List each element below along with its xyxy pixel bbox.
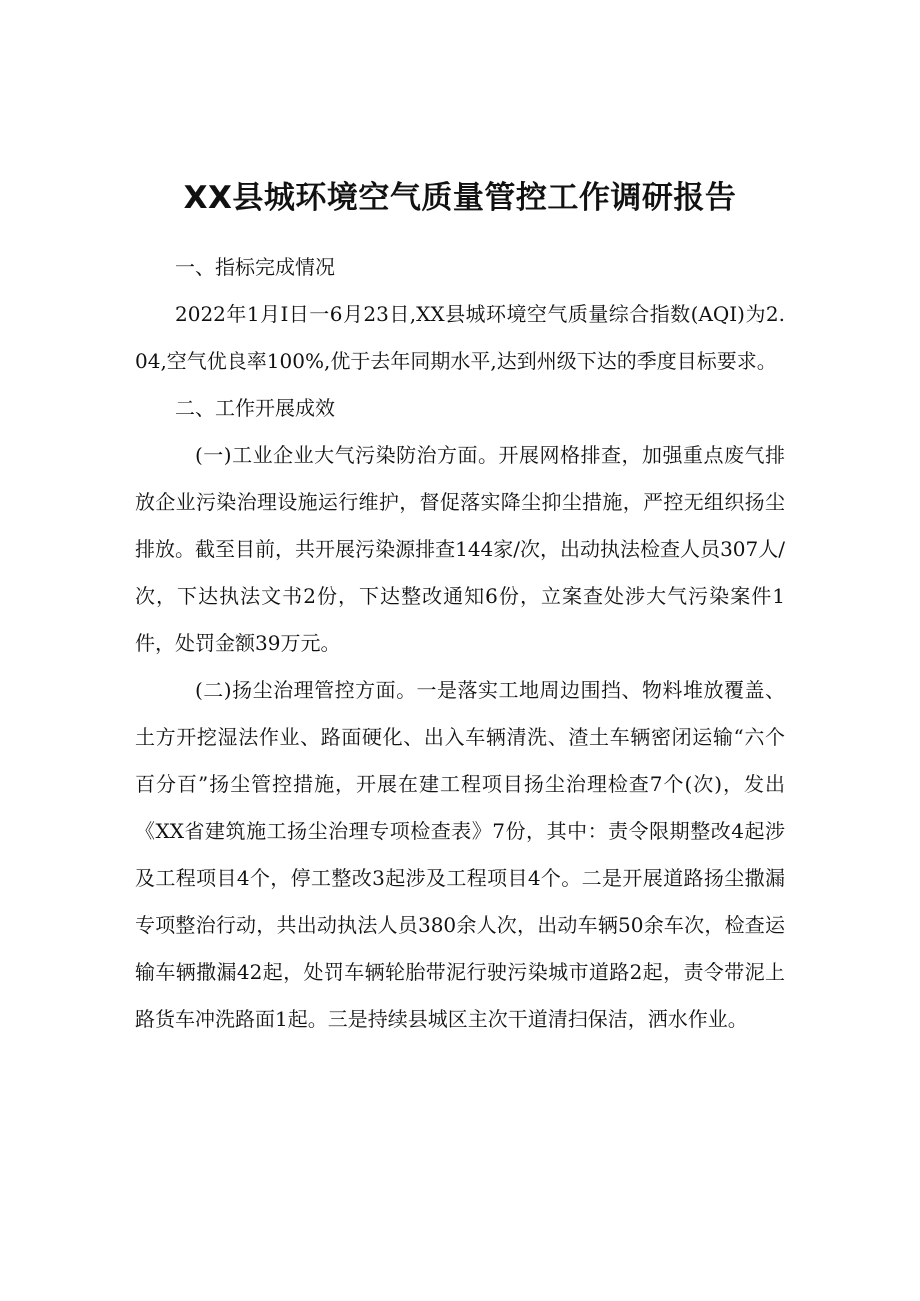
- section-heading-results: 二、工作开展成效: [175, 396, 335, 420]
- paragraph-dust-control: (二)扬尘治理管控方面。一是落实工地周边围挡、物料堆放覆盖、土方开挖湿法作业、路面硬化、出入车辆清洗、渣土车辆密闭运输“六个百分百”扬尘管控措施，开展在建工程项目扬尘治理检查7个(次)，发出《XX省建筑施工扬尘治理专项检查表》7份，其中：责令限期整改4起涉及工程项目4个，停工整改3起涉及工程项目4个。二是开展道路扬尘撒漏专项整治行动，共出动执法人员380余人次，出动车辆50余车次，检查运输车辆撒漏42起，处罚车辆轮胎带泥行驶污染城市道路2起，责令带泥上路货车冲洗路面1起。三是持续县城区主次干道清扫保洁，洒水作业。: [135, 678, 785, 1031]
- document-title: XX县城环境空气质量管控工作调研报告: [183, 180, 737, 216]
- document-body: [135, 244, 785, 1043]
- paragraph-indicators: 2022年1月I日一6月23日,XX县城环境空气质量综合指数(AQI)为2.04,空气优良率100%,优于去年同期水平,达到州级下达的季度目标要求。: [135, 302, 785, 373]
- paragraph-industrial-pollution: (一)工业企业大气污染防治方面。开展网格排查，加强重点废气排放企业污染治理设施运行维护，督促落实降尘抑尘措施，严控无组织扬尘排放。截至目前，共开展污染源排查144家/次，出动执法检查人员307人/次，下达执法文书2份，下达整改通知6份，立案查处涉大气污染案件1件，处罚金额39万元。: [135, 443, 785, 655]
- section-heading-indicators: 一、指标完成情况: [175, 255, 335, 279]
